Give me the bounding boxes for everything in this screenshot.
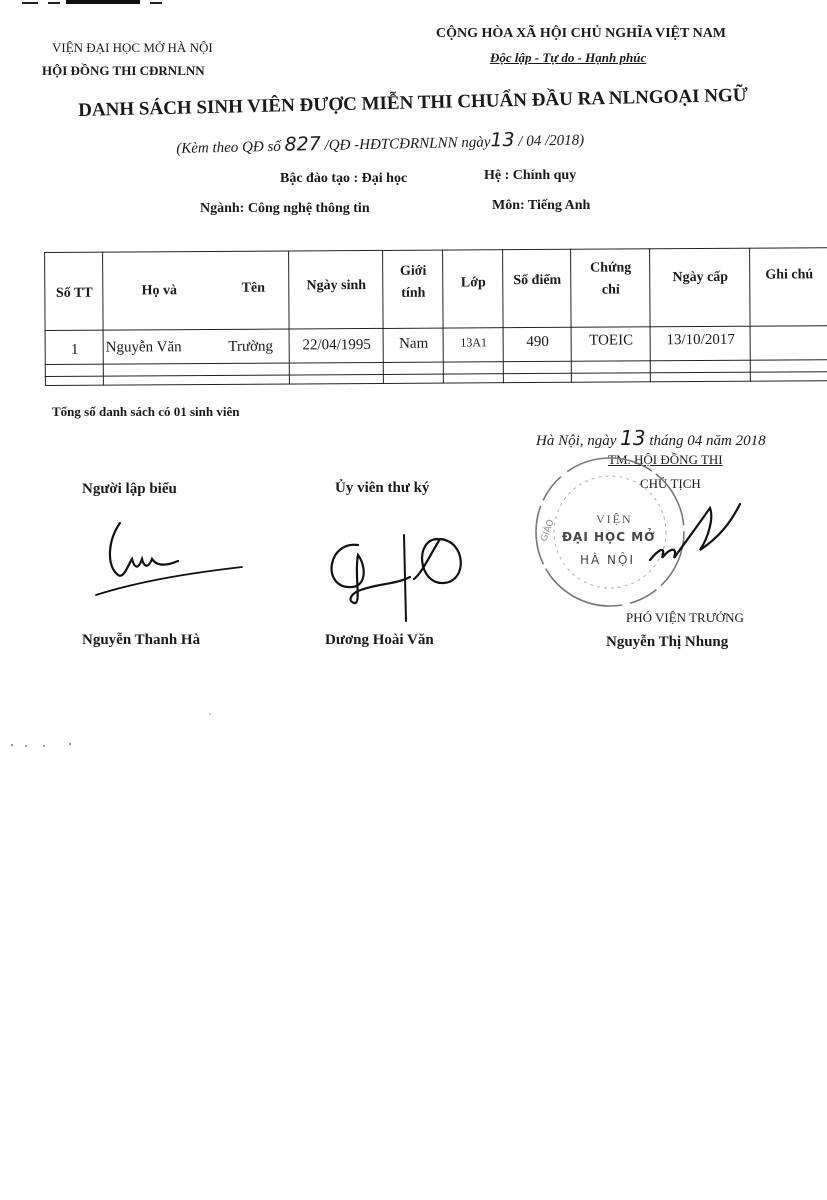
table-line [44, 247, 827, 253]
document-title: DANH SÁCH SINH VIÊN ĐƯỢC MIỄN THI CHUẨN ĐẦU RA NLNGOẠI NGỮ [78, 84, 749, 121]
row-class: 13A1 [460, 335, 488, 350]
preparer-signature [90, 515, 250, 605]
header-dob: Ngày sinh [306, 278, 367, 294]
student-table [44, 233, 827, 386]
scan-specks [0, 700, 827, 760]
seal-line-2: ĐẠI HỌC MỞ [562, 530, 656, 544]
republic-name: CỘNG HÒA XÃ HỘI CHỦ NGHĨA VIỆT NAM [436, 26, 727, 41]
decision-prefix: (Kèm theo QĐ số [176, 138, 281, 157]
subject: Môn: Tiếng Anh [492, 198, 591, 213]
major: Ngành: Công nghệ thông tin [200, 201, 370, 216]
row-name: Trường [228, 338, 274, 355]
row-issue-date: 13/10/2017 [666, 331, 735, 349]
table-line [45, 371, 827, 377]
table-line [45, 359, 827, 365]
seal-line-1: VIỆN [596, 512, 633, 526]
council-name: HỘI ĐỒNG THI CĐRNLNN [42, 63, 205, 78]
scan-artifact [0, 0, 827, 20]
row-no: 1 [70, 341, 79, 358]
header-cert-line-1: Chứng [590, 260, 632, 276]
decision-day: 13 [490, 128, 515, 152]
chair-name: Nguyễn Thị Nhung [606, 634, 729, 650]
header-gender-line-2: tính [401, 285, 426, 301]
preparer-role: Người lập biểu [82, 481, 177, 497]
secretary-signature [318, 525, 478, 635]
header-class: Lớp [460, 275, 486, 291]
date-day: 13 [620, 426, 646, 450]
education-system: Hệ : Chính quy [484, 168, 577, 183]
education-level: Bậc đào tạo : Đại học [280, 171, 408, 186]
header-gender-line-1: Giới [399, 263, 427, 279]
header-name: Tên [241, 280, 266, 296]
motto: Độc lập - Tự do - Hạnh phúc [490, 50, 647, 65]
decision-number: 827 [284, 132, 322, 156]
header-note: Ghi chú [765, 267, 814, 283]
header-no: Số TT [55, 285, 93, 301]
chair-role-line-3: PHÓ VIỆN TRƯỞNG [626, 610, 744, 625]
row-gender: Nam [399, 335, 429, 352]
decision-middle: /QĐ -HĐTCĐRNLNN ngày [324, 134, 491, 154]
row-score: 490 [526, 333, 549, 351]
institute-name: VIỆN ĐẠI HỌC MỞ HÀ NỘI [52, 40, 213, 55]
secretary-name: Dương Hoài Văn [325, 632, 434, 648]
header-cert-line-2: chỉ [601, 282, 620, 298]
decision-suffix: / 04 /2018) [518, 132, 585, 150]
preparer-name: Nguyễn Thanh Hà [82, 632, 201, 648]
total-count: Tổng số danh sách có 01 sinh viên [52, 404, 240, 419]
svg-text:GIÁO: GIÁO [539, 518, 557, 544]
chair-role-line-1: TM. HỘI ĐỒNG THI [608, 452, 723, 467]
date-prefix: Hà Nội, ngày [536, 433, 617, 449]
seal-line-3: HÀ NỘI [580, 553, 636, 567]
chair-signature [640, 488, 750, 578]
secretary-role: Ủy viên thư ký [335, 480, 430, 496]
place-date [536, 426, 766, 450]
table-line [442, 250, 444, 384]
table-line [102, 252, 104, 386]
chair-role-line-2: CHỦ TỊCH [640, 476, 701, 491]
table-line [288, 251, 290, 385]
table-line [502, 249, 504, 383]
date-suffix: tháng 04 năm 2018 [649, 433, 766, 449]
header-surname: Họ và [141, 283, 178, 299]
header-score: Số điểm [513, 272, 562, 289]
row-surname: Nguyễn Văn [105, 339, 182, 356]
row-cert: TOEIC [589, 332, 634, 349]
table-line [44, 252, 46, 386]
table-line [45, 325, 827, 331]
header-issue-date: Ngày cấp [672, 269, 729, 286]
row-dob: 22/04/1995 [302, 337, 371, 354]
decision-reference [176, 127, 584, 158]
table-line [45, 380, 827, 386]
